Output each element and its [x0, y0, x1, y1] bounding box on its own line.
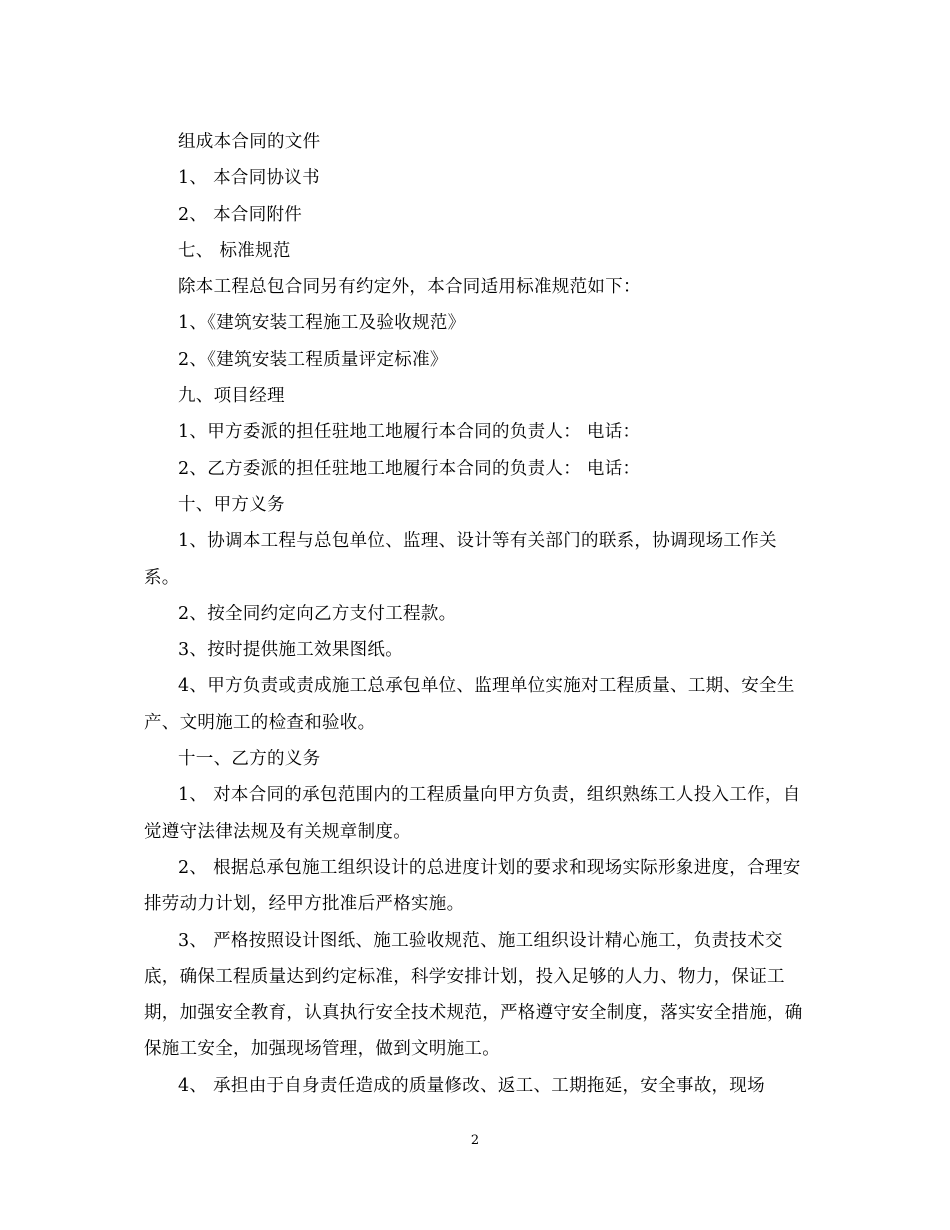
paragraph: 除本工程总包合同另有约定外，本合同适用标准规范如下：	[178, 277, 641, 298]
paragraph-item: 1、协调本工程与总包单位、监理、设计等有关部门的联系，协调现场工作关系。	[144, 531, 777, 588]
paragraph-item: 4、 承担由于自身责任造成的质量修改、返工、工期拖延，安全事故，现场	[178, 1075, 765, 1096]
paragraph-item: 1、甲方委派的担任驻地工地履行本合同的负责人： 电话：	[178, 422, 641, 443]
paragraph-item: 2、乙方委派的担任驻地工地履行本合同的负责人： 电话：	[178, 458, 641, 479]
paragraph-documents-heading: 组成本合同的文件	[178, 132, 321, 152]
paragraph-item: 2、 根据总承包施工组织设计的总进度计划的要求和现场实际形象进度，合理安排劳动力计划，经甲方批准后严格实施。	[144, 857, 801, 915]
paragraph-item: 2、按全同约定向乙方支付工程款。	[178, 603, 457, 624]
section-heading-standards: 七、 标准规范	[178, 240, 291, 261]
page-number: 2	[470, 1133, 480, 1148]
paragraph-item: 3、按时提供施工效果图纸。	[178, 640, 404, 661]
paragraph-item: 2、《建筑安装工程质量评定标准》	[178, 349, 448, 370]
paragraph-item: 3、 严格按照设计图纸、施工验收规范、施工组织设计精心施工，负责技术交底，确保工程质量达到约定标准，科学安排计划，投入足够的人力、物力，保证工期，加强安全教育，认真执行安全技术规范，严格遵守安全制度，落实安全措施，确保施工安全，加强现场管理，做到文明施工。	[144, 930, 803, 1060]
paragraph-item: 1、 本合同协议书	[178, 168, 320, 189]
section-heading-party-b-obligations: 十一、乙方的义务	[178, 749, 321, 770]
paragraph-item: 4、甲方负责或责成施工总承包单位、监理单位实施对工程质量、工期、安全生产、文明施工的检查和验收。	[144, 676, 795, 733]
document-body	[144, 124, 808, 1104]
paragraph-item: 1、 对本合同的承包范围内的工程质量向甲方负责，组织熟练工人投入工作，自觉遵守法律法规及有关规章制度。	[144, 785, 801, 842]
paragraph-item: 1、《建筑安装工程施工及验收规范》	[178, 313, 466, 334]
paragraph-item: 2、 本合同附件	[178, 204, 303, 225]
section-heading-party-a-obligations: 十、甲方义务	[178, 494, 285, 515]
section-heading-project-manager: 九、项目经理	[178, 386, 285, 407]
